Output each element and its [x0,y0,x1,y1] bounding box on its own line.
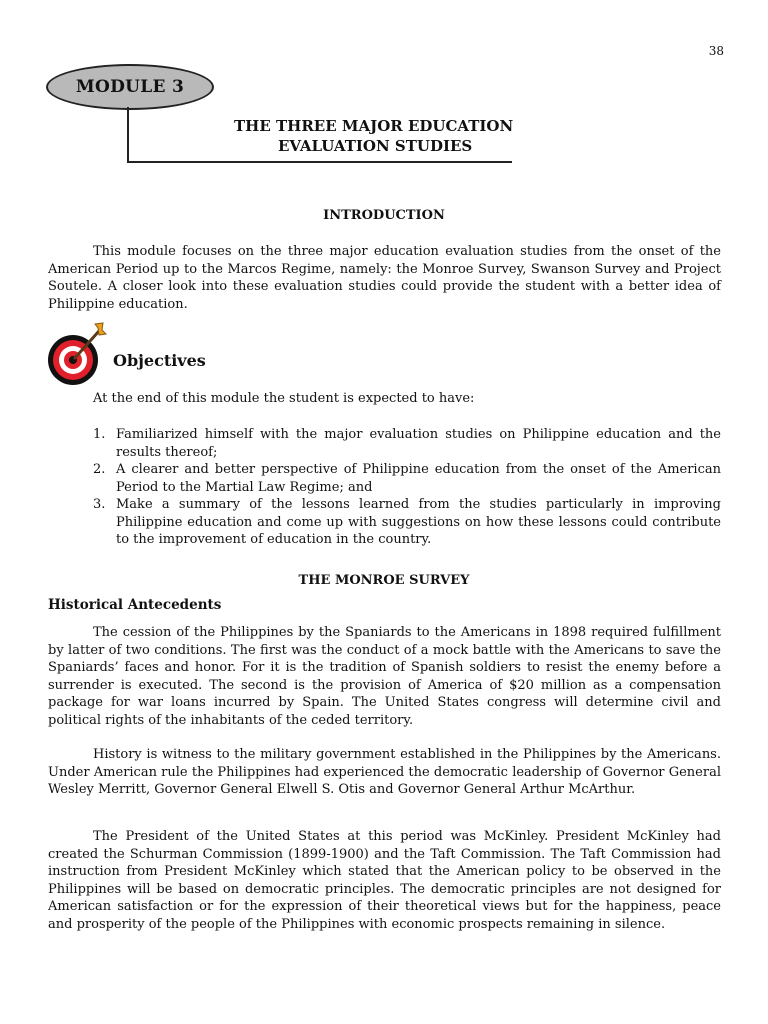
page-number: 38 [708,44,724,58]
monroe-paragraph-3: The President of the United States at this period was McKinley. President McKinley had created the Schurman Commission (1899-1900) and the Taft Commission. The Taft Commission had instruction from President McKinley which stated that the American policy to be observed in the Philippines will be based on democratic principles. The democratic principles are not designed for American satisfaction or for the expression of their theoretical views but for the happiness, peace and prosperity of the people of the Philippines with economic prospects remaining in silence. [48,829,721,932]
monroe-paragraph-1: The cession of the Philippines by the Spaniards to the Americans in 1898 required fulfillment by latter of two conditions. The first was the conduct of a mock battle with the Americans to save the Spaniards’ faces and honor. For it is the tradition of Spanish soldiers to resist the enemy before a surrender is executed. The second is the provision of America of $20 million as a compensation package for war loans incurred by Spain. The United States congress will determine civil and political rights of the inhabitants of the ceded territory. [48,625,721,728]
list-item-number: 3. [93,497,106,512]
title-underline [127,161,512,163]
module-label: MODULE 3 [75,77,185,97]
list-item [93,426,721,461]
list-item-number: 2. [93,462,106,477]
list-item-text: Familiarized himself with the major evaluation studies on Philippine education and the results thereof; [116,427,721,460]
list-item-number: 1. [93,427,106,442]
list-item-text: Make a summary of the lessons learned from the studies particularly in improving Philippine education and come up with suggestions on how these lessons could contribute to the improvement of education in the country. [116,497,721,547]
list-item-text: A clearer and better perspective of Philippine education from the onset of the American Period to the Martial Law Regime; and [116,462,721,495]
monroe-survey-heading: THE MONROE SURVEY [298,573,470,588]
objectives-heading: Objectives [113,351,206,370]
monroe-paragraph-2: History is witness to the military government established in the Philippines by the Americans. Under American rule the Philippines had experienced the democratic leadership of Governor General Wesley Merritt, Governor General Elwell S. Otis and Governor General Arthur McArthur. [48,747,721,797]
page-title-line-2: EVALUATION STUDIES [278,137,473,155]
module-badge [46,64,214,110]
connector-vertical-line [127,107,129,163]
objectives-intro: At the end of this module the student is expected to have: [93,391,475,406]
page-title-line-1: THE THREE MAJOR EDUCATION [234,117,514,135]
introduction-paragraph: This module focuses on the three major education evaluation studies from the onset of the American Period up to the Marcos Regime, namely: the Monroe Survey, Swanson Survey and Project Soutele. A closer look into these evaluation studies could provide the student with a better idea of Philippine education. [48,244,721,312]
historical-antecedents-heading: Historical Antecedents [48,597,222,613]
introduction-heading: INTRODUCTION [323,208,445,223]
list-item [93,496,721,549]
list-item [93,461,721,496]
target-icon [45,320,109,390]
objectives-list [93,426,721,549]
